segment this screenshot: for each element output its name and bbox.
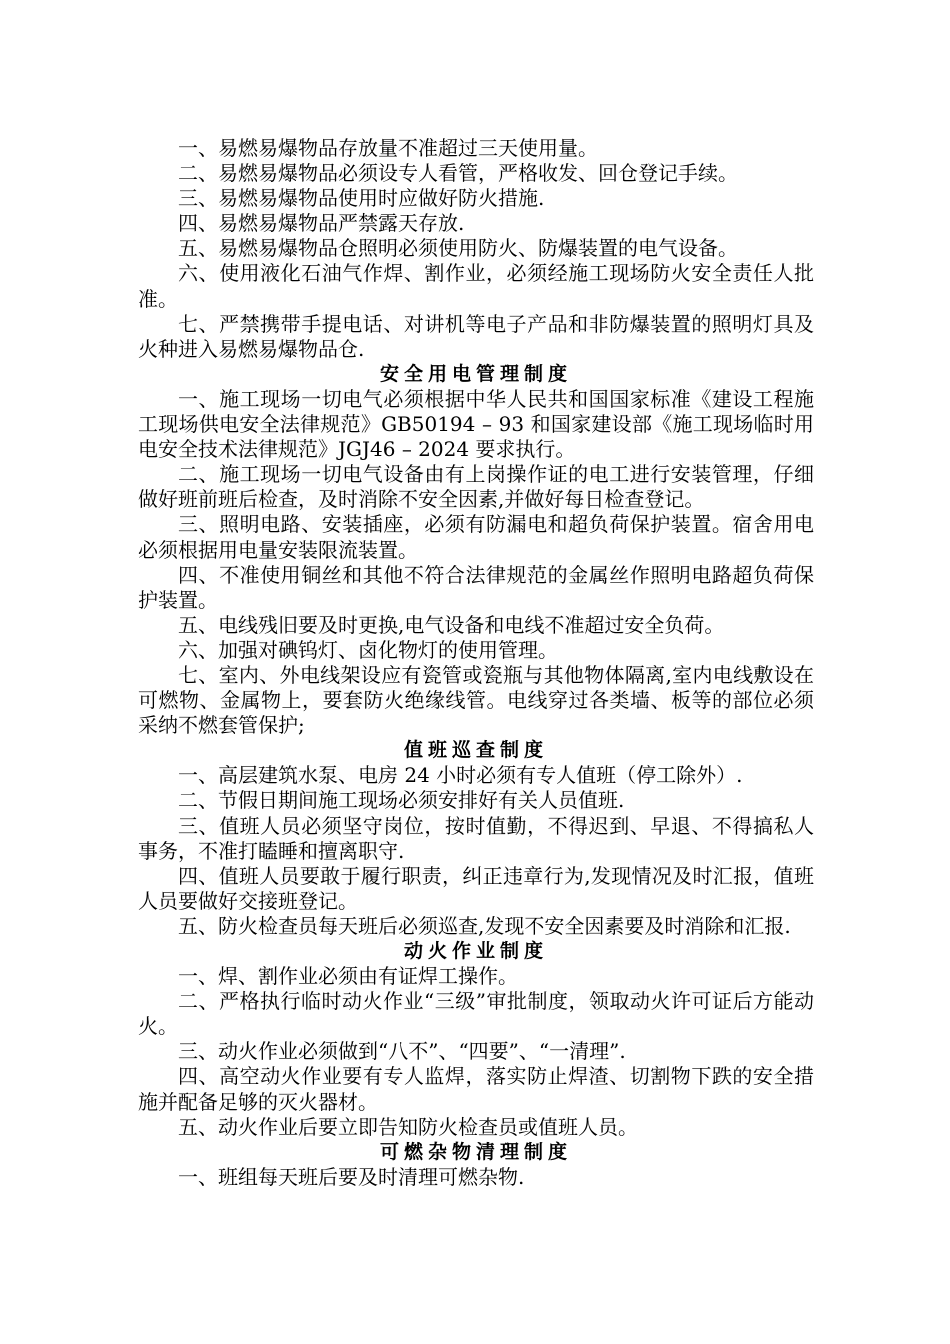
paragraph: 五、电线残旧要及时更换,电气设备和电线不准超过安全负荷。 <box>178 612 725 637</box>
paragraph: 二、施工现场一切电气设备由有上岗操作证的电工进行安装管理，仔细做好班前班后检查，及时消除不安全因素,并做好每日检查登记。 <box>138 462 814 512</box>
paragraph: 一、班组每天班后要及时清理可燃杂物. <box>178 1164 525 1189</box>
paragraph: 四、不准使用铜丝和其他不符合法律规范的金属丝作照明电路超负荷保护装置。 <box>138 562 814 612</box>
paragraph: 三、照明电路、安装插座，必须有防漏电和超负荷保护装置。宿舍用电必须根据用电量安装限流装置。 <box>138 512 814 562</box>
paragraph: 六、使用液化石油气作焊、割作业，必须经施工现场防火安全责任人批准。 <box>138 261 814 311</box>
section-heading: 值班巡查制度 <box>403 739 548 762</box>
section-hot-work <box>138 939 814 1140</box>
paragraph: 五、防火检查员每天班后必须巡查,发现不安全因素要及时消除和汇报. <box>178 913 791 938</box>
paragraph: 四、易燃易爆物品严禁露天存放. <box>178 211 465 236</box>
paragraph: 二、严格执行临时动火作业“三级”审批制度，领取动火许可证后方能动火。 <box>138 989 814 1039</box>
paragraph: 二、节假日期间施工现场必须安排好有关人员值班. <box>178 788 625 813</box>
paragraph: 四、高空动火作业要有专人监焊，落实防止焊渣、切割物下跌的安全措施并配备足够的灭火器材。 <box>138 1064 814 1114</box>
paragraph: 三、易燃易爆物品使用时应做好防火措施. <box>178 186 545 211</box>
paragraph: 三、值班人员必须坚守岗位，按时值勤，不得迟到、早退、不得搞私人事务，不准打瞌睡和擅离职守. <box>138 813 814 863</box>
paragraph: 七、严禁携带手提电话、对讲机等电子产品和非防爆装置的照明灯具及火种进入易燃易爆物品仓. <box>138 311 814 361</box>
paragraph: 一、易燃易爆物品存放量不准超过三天使用量。 <box>178 136 598 160</box>
paragraph: 五、动火作业后要立即告知防火检查员或值班人员。 <box>178 1114 638 1139</box>
document-body <box>138 136 814 1190</box>
paragraph: 二、易燃易爆物品必须设专人看管，严格收发、回仓登记手续。 <box>178 161 738 186</box>
paragraph: 三、动火作业必须做到“八不”、“四要”、“一清理”. <box>178 1039 626 1064</box>
paragraph: 五、易燃易爆物品仓照明必须使用防火、防爆装置的电气设备。 <box>178 236 738 261</box>
section-heading: 动火作业制度 <box>403 940 548 962</box>
paragraph: 一、焊、割作业必须由有证焊工操作。 <box>178 964 518 989</box>
section-heading: 安全用电管理制度 <box>379 362 572 385</box>
section-combustible-cleanup <box>138 1140 814 1190</box>
section-heading: 可燃杂物清理制度 <box>379 1140 572 1163</box>
section-duty-patrol <box>138 738 814 939</box>
section-flammable-storage <box>138 136 814 362</box>
paragraph: 一、施工现场一切电气必须根据中华人民共和国国家标准《建设工程施工现场供电安全法律规范》GB50194 – 93 和国家建设部《施工现场临时用电安全技术法律规范》JGJ46 – 2024 要求执行。 <box>138 386 814 462</box>
section-electrical-safety <box>138 362 814 738</box>
paragraph: 七、室内、外电线架设应有瓷管或瓷瓶与其他物体隔离,室内电线敷设在可燃物、金属物上，要套防火绝缘线管。电线穿过各类墙、板等的部位必须采纳不燃套管保护; <box>138 662 814 738</box>
paragraph: 一、高层建筑水泵、电房 24 小时必须有专人值班（停工除外）. <box>178 763 743 788</box>
paragraph: 四、值班人员要敢于履行职责，纠正违章行为,发现情况及时汇报，值班人员要做好交接班登记。 <box>138 863 814 913</box>
paragraph: 六、加强对碘钨灯、卤化物灯的使用管理。 <box>178 637 558 662</box>
